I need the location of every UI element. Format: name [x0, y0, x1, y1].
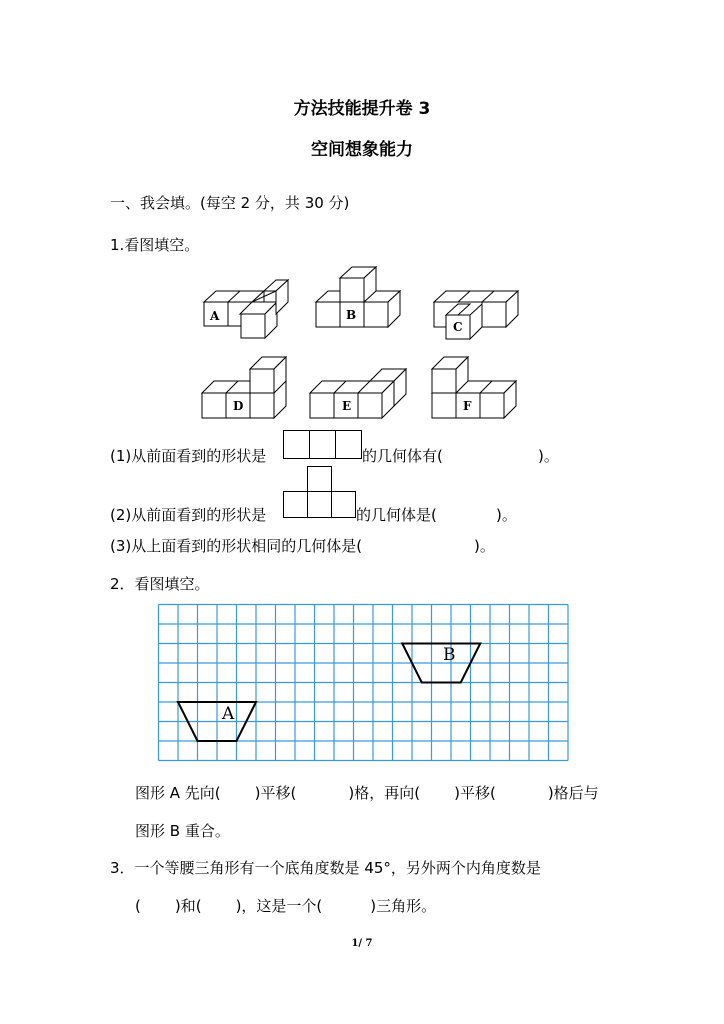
page-number: 1/ 7 [351, 938, 373, 949]
cube-figures [0, 0, 724, 430]
q2-line1 [135, 782, 599, 803]
question-2-label: 2．看图填空。 [110, 575, 210, 593]
page-title: 方法技能提升卷 3 [293, 99, 431, 119]
q2-part-1: 图形 A 先向( [135, 784, 221, 802]
cube-figure-e [310, 369, 406, 418]
three-square-front-view [283, 430, 363, 460]
cube-label-c: C [453, 320, 463, 334]
section-heading: 一、我会填。(每空 2 分，共 30 分) [110, 194, 350, 212]
q2-line2: 图形 B 重合。 [135, 822, 230, 840]
q1-part1-text: (1)从前面看到的形状是 [110, 447, 267, 465]
q3-part-2: )和( [174, 897, 202, 915]
q3-part-4: )三角形。 [370, 897, 437, 915]
q3-part-3: )，这是一个( [235, 897, 323, 915]
cube-label-d: D [233, 399, 244, 413]
cube-label-e: E [342, 399, 352, 413]
cube-figure-d [202, 357, 286, 418]
q1-part1-text-after: 的几何体有( [362, 447, 443, 465]
q1-part3-close: )。 [474, 537, 495, 555]
q1-part1-close: )。 [538, 447, 559, 465]
page-subtitle: 空间想象能力 [311, 140, 413, 160]
q3-part-1: ( [135, 897, 141, 915]
cube-figure-c [434, 291, 518, 339]
cube-label-a: A [210, 309, 220, 323]
shape-a-label: A [222, 704, 235, 724]
q1-part2-close: )。 [496, 506, 517, 524]
shape-b-label: B [443, 645, 456, 665]
q3-line2 [135, 895, 436, 916]
cube-figure-f [432, 357, 516, 418]
q2-part-3: )格，再向( [348, 784, 421, 802]
q2-part-2: )平移( [254, 784, 297, 802]
cube-label-b: B [346, 308, 357, 322]
q1-part2-text: (2)从前面看到的形状是 [110, 506, 267, 524]
q3-line1: 3．一个等腰三角形有一个底角度数是 45°，另外两个内角度数是 [110, 859, 541, 877]
q1-part3-text: (3)从上面看到的形状相同的几何体是( [110, 537, 363, 555]
cube-label-f: F [463, 399, 472, 413]
cube-figure-b [316, 267, 400, 327]
q2-part-4: )平移( [454, 784, 496, 802]
question-1-label: 1.看图填空。 [110, 236, 200, 254]
translation-grid [158, 604, 568, 764]
q1-part2-text-after: 的几何体是( [356, 506, 437, 524]
t-shape-front-view [283, 466, 358, 520]
q2-part-5: )格后与 [547, 784, 599, 802]
